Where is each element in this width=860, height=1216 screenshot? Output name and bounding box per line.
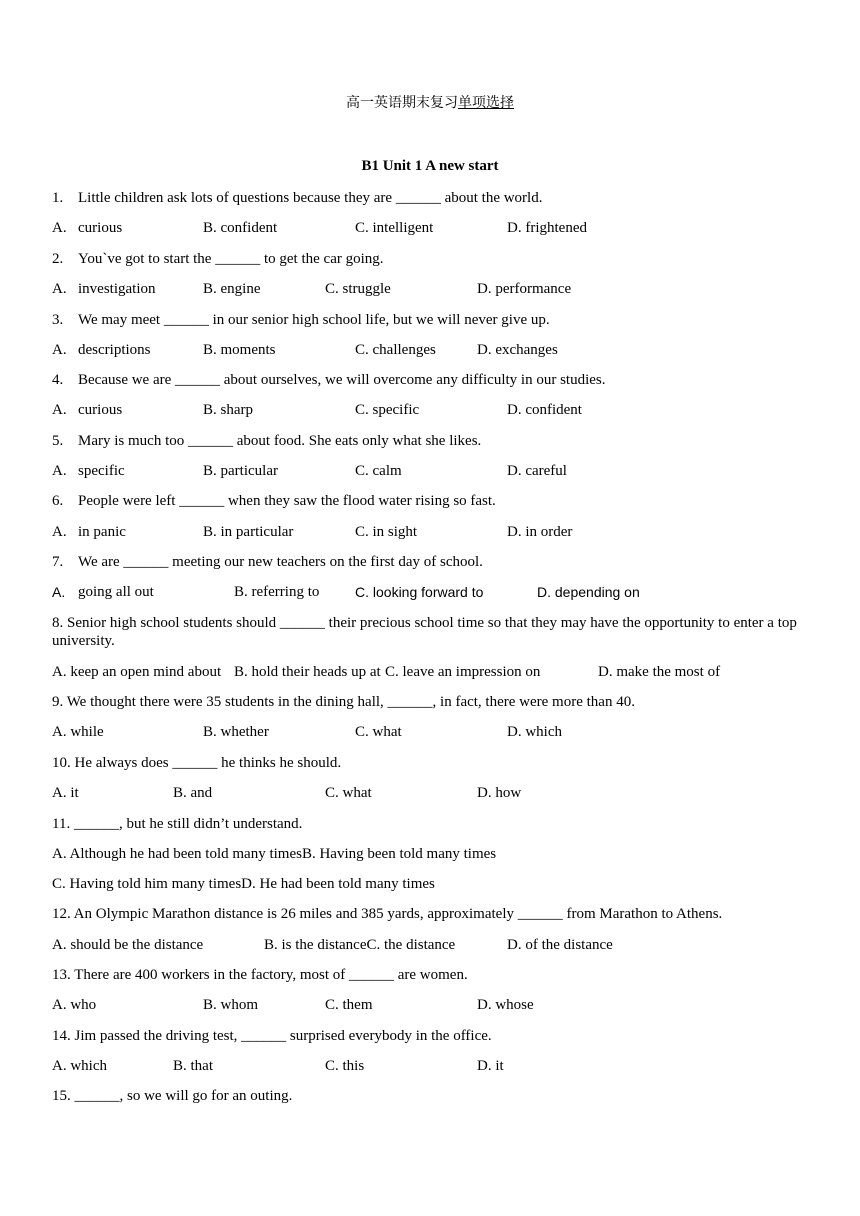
option-c: C. challenges <box>355 342 436 358</box>
question-15: 15. ______, so we will go for an outing. <box>52 1088 293 1104</box>
option-a: curious <box>78 402 123 418</box>
option-bc <box>264 936 455 954</box>
question-text: You`ve got to start the ______ to get the car going. <box>78 251 384 267</box>
question-number: 5. <box>52 433 64 449</box>
option-d: D. exchanges <box>477 342 558 358</box>
question-5 <box>52 432 481 450</box>
question-10: 10. He always does ______ he thinks he should. <box>52 755 342 771</box>
option-d: D. how <box>477 785 522 801</box>
option-a-label: A. <box>52 342 67 358</box>
option-a: A. which <box>52 1058 107 1074</box>
option-b: B. engine <box>203 281 261 297</box>
option-c: C. Having told him many times <box>52 876 242 892</box>
option-c: C. leave an impression on <box>385 664 541 680</box>
option-a-label: A. <box>52 524 67 540</box>
option-a: curious <box>78 220 123 236</box>
question-13: 13. There are 400 workers in the factory, most of ______ are women. <box>52 967 468 983</box>
option-c: C. looking forward to <box>355 584 484 600</box>
option-row-ab <box>52 845 496 863</box>
option-d: D. in order <box>507 524 573 540</box>
option-b: B. whether <box>203 724 269 740</box>
question-6 <box>52 492 496 510</box>
question-2 <box>52 250 384 268</box>
option-d: D. of the distance <box>507 937 613 953</box>
title-underlined: 单项选择 <box>458 95 514 111</box>
question-text: Mary is much too ______ about food. She eats only what she likes. <box>78 433 482 449</box>
option-a: A. it <box>52 785 79 801</box>
option-c: C. what <box>325 785 372 801</box>
question-4 <box>52 371 606 389</box>
question-text: We may meet ______ in our senior high school life, but we will never give up. <box>78 312 550 328</box>
option-b: B. whom <box>203 997 259 1013</box>
option-b: B. sharp <box>203 402 253 418</box>
option-a: in panic <box>78 524 126 540</box>
question-text: People were left ______ when they saw the flood water rising so fast. <box>78 493 496 509</box>
option-d: D. depending on <box>537 584 640 600</box>
option-d: D. make the most of <box>598 664 721 680</box>
option-d: D. confident <box>507 402 582 418</box>
question-11: 11. ______, but he still didn’t understand. <box>52 816 303 832</box>
option-c: C. calm <box>355 463 402 479</box>
question-number: 7. <box>52 554 64 570</box>
option-b: B. confident <box>203 220 278 236</box>
option-a-label: A. <box>52 463 67 479</box>
question-7 <box>52 553 483 571</box>
option-c: C. this <box>325 1058 365 1074</box>
question-12: 12. An Olympic Marathon distance is 26 miles and 385 yards, approximately ______ from Marathon to Athens. <box>52 906 723 922</box>
option-a: specific <box>78 463 125 479</box>
option-d: D. careful <box>507 463 567 479</box>
question-number: 1. <box>52 190 64 206</box>
option-a-label: A. <box>52 220 67 236</box>
option-b: B. Having been told many times <box>301 846 497 862</box>
question-number: 6. <box>52 493 64 509</box>
option-a: A. keep an open mind about <box>52 664 222 680</box>
option-a-label: A. <box>52 584 66 600</box>
option-d: D. performance <box>477 281 572 297</box>
option-c: C. the distance <box>366 937 456 953</box>
option-c: C. them <box>325 997 373 1013</box>
option-a-label: A. <box>52 402 67 418</box>
option-a: going all out <box>78 584 154 600</box>
option-b: B. particular <box>203 463 278 479</box>
option-row-cd <box>52 875 435 893</box>
option-c: C. in sight <box>355 524 418 540</box>
title-plain: 高一英语期末复习 <box>346 95 458 111</box>
option-a-label: A. <box>52 281 67 297</box>
option-d: D. He had been told many times <box>241 876 435 892</box>
option-b: B. is the distance <box>264 937 367 953</box>
option-d: D. whose <box>477 997 534 1013</box>
option-b: B. in particular <box>203 524 294 540</box>
option-c: C. what <box>355 724 402 740</box>
option-d: D. frightened <box>507 220 587 236</box>
option-a: A. while <box>52 724 104 740</box>
question-number: 3. <box>52 312 64 328</box>
option-b: B. and <box>173 785 213 801</box>
option-a: descriptions <box>78 342 151 358</box>
question-number: 4. <box>52 372 64 388</box>
option-a: A. who <box>52 997 97 1013</box>
option-c: C. intelligent <box>355 220 434 236</box>
option-b: B. moments <box>203 342 276 358</box>
question-text: We are ______ meeting our new teachers on the first day of school. <box>78 554 483 570</box>
unit-heading: B1 Unit 1 A new start <box>361 158 499 174</box>
option-a: A. Although he had been told many times <box>52 846 302 862</box>
option-c: C. struggle <box>325 281 391 297</box>
option-b: B. hold their heads up at <box>234 664 381 680</box>
document-title <box>0 92 860 112</box>
question-8: 8. Senior high school students should ______ their precious school time so that they may have the opportunity to enter a top university. <box>52 615 797 649</box>
question-3 <box>52 311 550 329</box>
question-number: 2. <box>52 251 64 267</box>
question-text: Because we are ______ about ourselves, we will overcome any difficulty in our studies. <box>78 372 606 388</box>
question-1 <box>52 189 542 207</box>
option-a: investigation <box>78 281 156 297</box>
option-d: D. it <box>477 1058 504 1074</box>
option-b: B. referring to <box>234 584 320 600</box>
question-9: 9. We thought there were 35 students in the dining hall, ______, in fact, there were more than 40. <box>52 694 635 710</box>
question-14: 14. Jim passed the driving test, ______ surprised everybody in the office. <box>52 1028 492 1044</box>
option-c: C. specific <box>355 402 420 418</box>
option-b: B. that <box>173 1058 213 1074</box>
option-d: D. which <box>507 724 562 740</box>
option-a: A. should be the distance <box>52 937 204 953</box>
question-text: Little children ask lots of questions because they are ______ about the world. <box>78 190 543 206</box>
